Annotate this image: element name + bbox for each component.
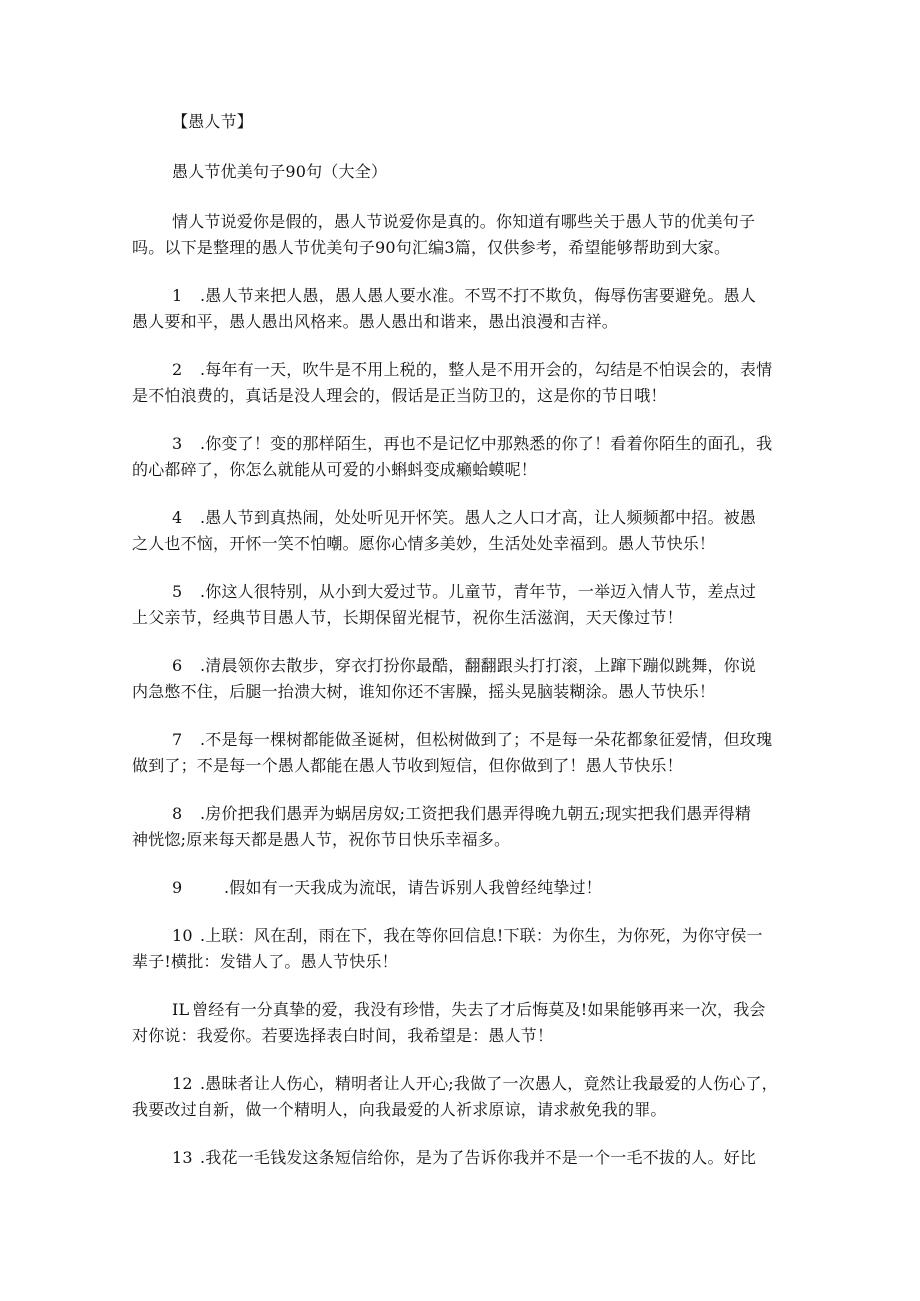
item-text: 是不怕浪费的，真话是没人理会的，假话是正当防卫的，这是你的节日哦！ [132, 386, 667, 405]
item-text: 的心都碎了，你怎么就能从可爱的小蝌蚪变成癞蛤蟆呢！ [132, 460, 538, 479]
list-item-line [172, 432, 832, 456]
item-number: 10 [172, 926, 193, 945]
item-number: 1 [172, 286, 183, 305]
list-item-line [172, 284, 832, 308]
item-text: .愚人节来把人愚，愚人愚人要水准。不骂不打不欺负，侮辱伤害要避免。愚人 [200, 286, 757, 305]
item-text: 之人也不恼，开怀一笑不怕嘲。愿你心情多美妙，生活处处幸福到。愚人节快乐！ [132, 534, 716, 553]
item-text: .我花一毛钱发这条短信给你，是为了告诉你我并不是一个一毛不拔的人。好比 [200, 1148, 757, 1167]
list-item-line [172, 1146, 832, 1170]
list-item-line [172, 728, 832, 752]
item-text: .房价把我们愚弄为蜗居房奴;工资把我们愚弄得晚九朝五;现实把我们愚弄得精 [200, 804, 752, 823]
item-text: 愚人要和平，愚人愚出风格来。愚人愚出和谐来，愚出浪漫和吉祥。 [132, 312, 619, 331]
item-number: 8 [172, 804, 183, 823]
item-number: 2 [172, 360, 183, 379]
list-item-line [172, 1072, 832, 1096]
item-text: 做到了；不是每一个愚人都能在愚人节收到短信，但你做到了！愚人节快乐！ [132, 756, 683, 775]
intro-line: 情人节说爱你是假的，愚人节说爱你是真的。你知道有哪些关于愚人节的优美句子 [172, 212, 756, 231]
item-number: IL [172, 1000, 190, 1019]
item-number: 5 [172, 582, 183, 601]
item-number: 13 [172, 1148, 193, 1167]
item-text: 上父亲节，经典节目愚人节，长期保留光棍节，祝你生活滋润，天天像过节！ [132, 608, 683, 627]
item-text: 我要改过自新，做一个精明人，向我最爱的人祈求原谅，请求赦免我的罪。 [132, 1100, 667, 1119]
item-text: .假如有一天我成为流氓，请告诉别人我曾经纯挚过！ [224, 878, 602, 897]
item-text: 神恍惚;原来每天都是愚人节，祝你节日快乐幸福多。 [132, 830, 511, 849]
item-number: 7 [172, 730, 183, 749]
item-number: 6 [172, 656, 183, 675]
list-item-line [172, 580, 832, 604]
item-text: .不是每一棵树都能做圣诞树，但松树做到了；不是每一朵花都象征爱情，但玫瑰 [200, 730, 773, 749]
item-text: .愚昧者让人伤心，精明者让人开心;我做了一次愚人，竟然让我最爱的人伤心了， [200, 1074, 778, 1093]
item-number: 3 [172, 434, 183, 453]
page-title: 愚人节优美句子90句（大全） [172, 162, 388, 181]
list-item-line [172, 802, 832, 826]
item-text: .每年有一天，吹牛是不用上税的，整人是不用开会的，勾结是不怕误会的，表情 [200, 360, 773, 379]
intro-line: 吗。以下是整理的愚人节优美句子90句汇编3篇，仅供参考，希望能够帮助到大家。 [132, 238, 731, 257]
item-number: 9 [172, 878, 183, 897]
item-number: 12 [172, 1074, 193, 1093]
list-item-line [172, 654, 832, 678]
item-text: 辈子!横批：发错人了。愚人节快乐！ [132, 952, 398, 971]
item-text: .你变了！变的那样陌生，再也不是记忆中那熟悉的你了！看着你陌生的面孔，我 [200, 434, 773, 453]
list-item-line [172, 506, 832, 530]
item-text: .上联：风在刮，雨在下，我在等你回信息!下联：为你生，为你死，为你守侯一 [200, 926, 763, 945]
item-number: 4 [172, 508, 183, 527]
item-text: .你这人很特别，从小到大爱过节。儿童节，青年节，一举迈入情人节，差点过 [200, 582, 757, 601]
item-text: .清晨领你去散步，穿衣打扮你最酷，翻翻跟头打打滚，上蹿下蹦似跳舞，你说 [200, 656, 757, 675]
list-item-line [172, 358, 832, 382]
list-item-line [172, 876, 832, 900]
item-text: 内急憋不住，后腿一抬溃大树，谁知你还不害臊，摇头晃脑装糊涂。愚人节快乐！ [132, 682, 716, 701]
section-label: 【愚人节】 [172, 112, 254, 131]
item-text: 对你说：我爱你。若要选择表白时间，我希望是：愚人节！ [132, 1026, 554, 1045]
list-item-line [172, 924, 832, 948]
list-item-line [172, 998, 832, 1022]
item-text: 曾经有一分真挚的爱，我没有珍惜，失去了才后悔莫及!如果能够再来一次，我会 [192, 1000, 766, 1019]
item-text: .愚人节到真热闹，处处听见开怀笑。愚人之人口才高，让人频频都中招。被愚 [200, 508, 757, 527]
